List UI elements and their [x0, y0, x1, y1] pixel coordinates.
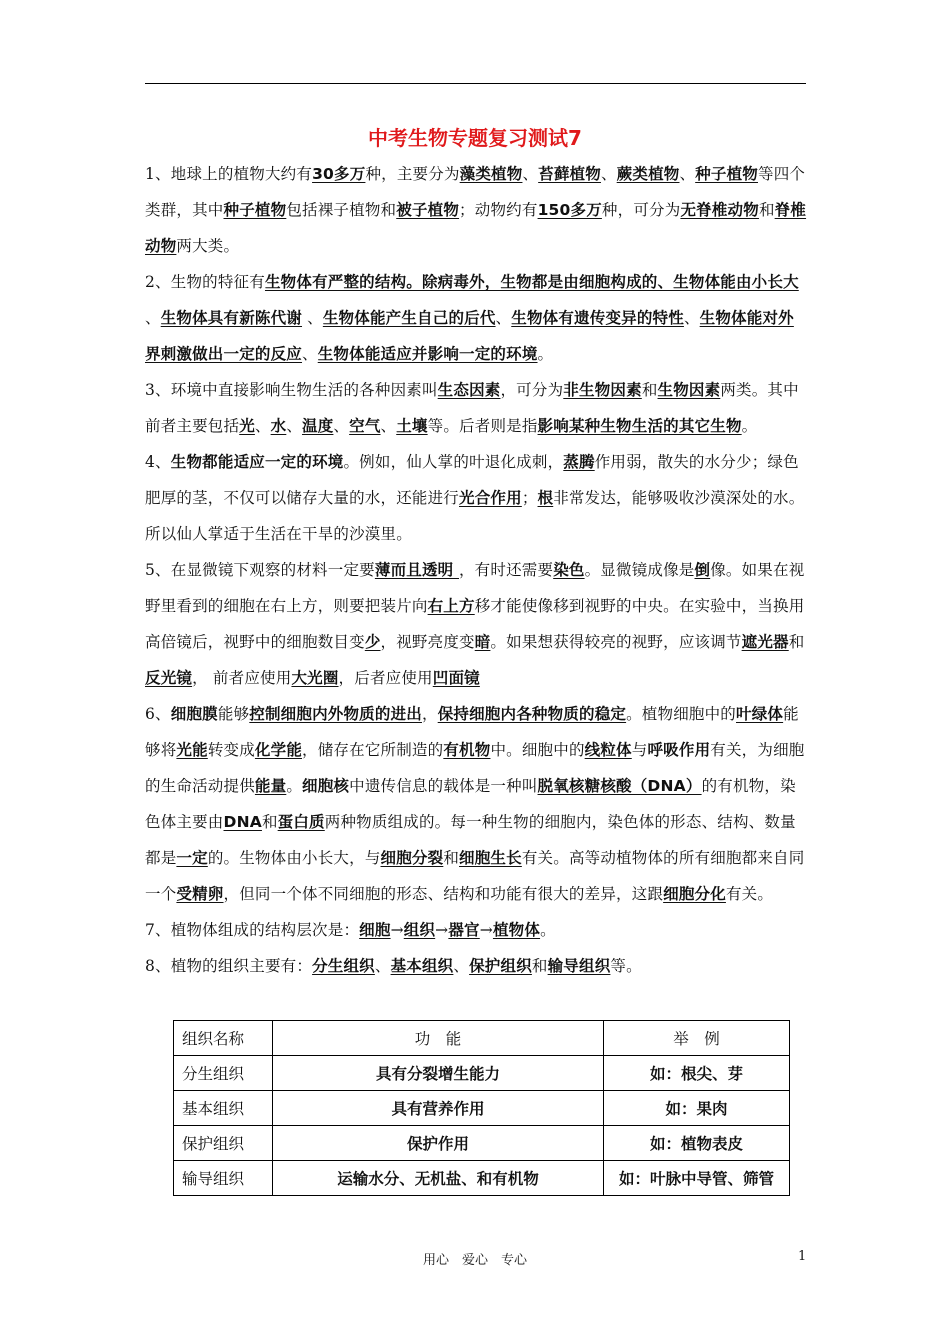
question-text: 、: [302, 345, 318, 363]
question-text: 2、生物的特征有: [145, 273, 265, 291]
question-text: 等。: [610, 957, 642, 975]
answer-keyword: 脱氧核糖核酸（DNA）: [537, 777, 702, 795]
question-7: [145, 912, 809, 948]
answer-keyword: 被子植物: [396, 201, 460, 219]
tissue-name-cell: 输导组织: [174, 1161, 273, 1196]
question-text: 、: [522, 165, 539, 183]
answer-keyword: 蕨类植物: [616, 165, 680, 183]
answer-keyword: 生物体具有新陈代谢: [160, 309, 303, 327]
bold-term: 呼吸作用: [647, 741, 711, 759]
question-text: 有关，为细胞的生命活动提供: [145, 741, 805, 795]
question-text: 、: [254, 417, 271, 435]
question-text: 像。如果在视野里看到的细胞在右上方，则要把装片向: [145, 561, 805, 615]
question-text: ，: [421, 705, 438, 723]
question-text: 。: [286, 777, 303, 795]
answer-keyword: 无脊椎动物: [680, 201, 759, 219]
question-text: 、: [333, 417, 350, 435]
question-text: 、: [380, 417, 397, 435]
answer-keyword: 右上方: [427, 597, 475, 615]
question-1: [145, 156, 809, 264]
answer-keyword: 染色: [553, 561, 585, 579]
question-text: →: [390, 921, 404, 939]
question-2: [145, 264, 809, 372]
answer-keyword: 30多万: [312, 165, 366, 183]
question-text: 和: [758, 201, 775, 219]
answer-keyword: 暗: [474, 633, 491, 651]
question-text: ，储存在它所制造的: [302, 741, 444, 759]
question-text: 等。后者则是指: [427, 417, 538, 435]
table-row: [174, 1091, 790, 1126]
answer-keyword: 少: [364, 633, 381, 651]
answer-keyword: 光: [239, 417, 255, 435]
answer-keyword: 土壤: [396, 417, 428, 435]
table-header-cell: 功 能: [273, 1021, 604, 1056]
answer-keyword: 生物体有遗传变异的特性: [511, 309, 684, 327]
question-text: 和: [261, 813, 278, 831]
answer-keyword: 反光镜: [145, 669, 193, 687]
tissue-example-cell: 如：果肉: [604, 1091, 790, 1126]
answer-keyword: 控制细胞内外物质的进出: [249, 705, 422, 723]
answer-keyword: 保持细胞内各种物质的稳定: [437, 705, 627, 723]
question-text: 包括裸子植物和: [286, 201, 397, 219]
answer-keyword: 非生物因素: [563, 381, 642, 399]
question-text: ；动物约有: [459, 201, 538, 219]
question-text: 。如果想获得较亮的视野，应该调节: [490, 633, 742, 651]
answer-keyword: 生物体能适应并影响一定的环境: [317, 345, 538, 363]
answer-keyword: 蛋白质: [277, 813, 325, 831]
question-text: 6、: [145, 705, 171, 723]
question-text: 能够: [217, 705, 250, 723]
answer-keyword: 光合作用: [459, 489, 522, 507]
question-text: ，后者应使用: [338, 669, 433, 687]
footer-motto: 用心 爱心 专心: [422, 1253, 527, 1268]
tissue-function-cell: 保护作用: [273, 1126, 604, 1161]
answer-keyword: 植物体: [492, 921, 541, 939]
question-text: 、: [600, 165, 617, 183]
answer-keyword: 水: [270, 417, 287, 435]
document-body: [145, 156, 809, 984]
answer-keyword: 倒: [694, 561, 711, 579]
answer-keyword: 保护组织: [469, 957, 532, 975]
question-text: →: [435, 921, 449, 939]
question-text: 5、在显微镜下观察的材料一定要: [145, 561, 375, 579]
question-text: 3、环境中直接影响生物生活的各种因素叫: [145, 381, 438, 399]
question-text: 种，主要分为: [365, 165, 460, 183]
question-text: 与: [631, 741, 648, 759]
question-text: 种，可分为: [601, 201, 681, 219]
question-text: 中遗传信息的载体是一种叫: [349, 777, 538, 795]
question-text: 中。细胞中的: [490, 741, 585, 759]
question-text: 、: [679, 165, 696, 183]
answer-keyword: 器官: [448, 921, 480, 939]
question-text: 两类。其中前者主要包括: [145, 381, 799, 435]
question-text: 。植物细胞中的: [626, 705, 736, 723]
answer-keyword: 叶绿体: [736, 705, 784, 723]
answer-keyword: 一定: [176, 849, 208, 867]
answer-keyword: 组织: [403, 921, 436, 939]
question-4: [145, 444, 809, 552]
answer-keyword: 藻类植物: [459, 165, 523, 183]
question-text: 。: [741, 417, 758, 435]
page-title: 中考生物专题复习测试7: [368, 126, 582, 150]
page-number: 1: [798, 1249, 807, 1264]
bold-term: 细胞膜: [170, 705, 218, 723]
answer-keyword: 薄而且透明: [374, 561, 459, 579]
answer-keyword: 大光圈: [291, 669, 339, 687]
answer-keyword: 细胞生长: [459, 849, 522, 867]
question-text: 、: [453, 957, 470, 975]
answer-keyword: 生物体能产生自己的后代: [322, 309, 496, 327]
answer-keyword: 线粒体: [584, 741, 632, 759]
answer-keyword: 生态因素: [437, 381, 501, 399]
answer-keyword: 生物体有严整的结构。除病毒外，生物都是由细胞构成的、生物体能由小长大: [264, 273, 799, 291]
table-header-cell: 举 例: [604, 1021, 790, 1056]
question-text: 、: [374, 957, 391, 975]
question-text: 8、植物的组织主要有：: [145, 957, 313, 975]
tissue-table: [173, 1020, 790, 1196]
tissue-name-cell: 基本组织: [174, 1091, 273, 1126]
question-6: [145, 696, 809, 912]
answer-keyword: 化学能: [254, 741, 303, 759]
question-text: ，但同一个体不同细胞的形态、结构和功能有很大的差异，这跟: [223, 885, 664, 903]
answer-keyword: 输导组织: [547, 957, 611, 975]
answer-keyword: 凹面镜: [432, 669, 480, 687]
question-text: 4、: [145, 453, 171, 471]
answer-keyword: 脊椎动物: [145, 201, 807, 255]
answer-keyword: 种子植物: [695, 165, 758, 183]
question-text: 转变成: [207, 741, 255, 759]
question-text: 和: [788, 633, 805, 651]
tissue-example-cell: 如：根尖、芽: [604, 1056, 790, 1091]
tissue-name-cell: 分生组织: [174, 1056, 273, 1091]
question-8: [145, 948, 809, 984]
question-text: 、: [286, 417, 303, 435]
question-text: ；: [521, 489, 538, 507]
question-text: 和: [641, 381, 658, 399]
answer-keyword: 能量: [254, 777, 287, 795]
answer-keyword: 受精卵: [176, 885, 224, 903]
tissue-function-cell: 运输水分、无机盐、和有机物: [273, 1161, 604, 1196]
answer-keyword: 空气: [349, 417, 381, 435]
question-text: 和: [531, 957, 548, 975]
question-text: 两种物质组成的。每一种生物的细胞内，染色体的形态、结构、数量都是: [145, 813, 796, 867]
answer-keyword: 细胞分裂: [380, 849, 444, 867]
answer-keyword: 根: [537, 489, 554, 507]
answer-keyword: 光能: [176, 741, 208, 759]
tissue-example-cell: 如：植物表皮: [604, 1126, 790, 1161]
question-text: 。显微镜成像是: [584, 561, 695, 579]
table-row: [174, 1056, 790, 1091]
table-header-cell: 组织名称: [174, 1021, 273, 1056]
answer-keyword: 苔藓植物: [538, 165, 601, 183]
question-text: 。: [537, 345, 554, 363]
question-text: 、: [683, 309, 700, 327]
answer-keyword: 遮光器: [741, 633, 789, 651]
question-text: 和: [443, 849, 460, 867]
question-text: →: [479, 921, 493, 939]
question-text: 非常发达，能够吸收沙漠深处的水。所以仙人掌适于生活在干旱的沙漠里。: [145, 489, 805, 543]
answer-keyword: 细胞分化: [663, 885, 726, 903]
question-text: ， 前者应使用: [192, 669, 292, 687]
question-text: ，视野亮度变: [380, 633, 475, 651]
answer-keyword: 生物因素: [657, 381, 721, 399]
answer-keyword: 种子植物: [223, 201, 287, 219]
question-text: 的。生物体由小长大，与: [207, 849, 381, 867]
question-5: [145, 552, 809, 696]
header-rule: [145, 83, 806, 84]
question-text: 有关。: [725, 885, 774, 903]
question-text: 的有机物，染色体主要由: [145, 777, 796, 831]
question-text: 1、地球上的植物大约有: [145, 165, 313, 183]
question-text: 移才能使像移到视野的中央。在实验中，当换用高倍镜后，视野中的细胞数目变: [145, 597, 805, 651]
table-row: [174, 1126, 790, 1161]
answer-keyword: 150多万: [537, 201, 602, 219]
question-3: [145, 372, 809, 444]
answer-keyword: 有机物: [443, 741, 491, 759]
answer-keyword: 分生组织: [312, 957, 375, 975]
answer-keyword: 生物体能对外界刺激做出一定的反应: [145, 309, 794, 363]
tissue-name-cell: 保护组织: [174, 1126, 273, 1161]
question-text: 、: [145, 309, 161, 327]
question-text: 有关。高等动植物体的所有细胞都来自同一个: [145, 849, 805, 903]
question-text: 、: [302, 309, 323, 327]
question-text: 作用弱，散失的水分少；绿色肥厚的茎，不仅可以储存大量的水，还能进行: [145, 453, 799, 507]
question-text: 。: [540, 921, 556, 939]
tissue-example-cell: 如：叶脉中导管、筛管: [604, 1161, 790, 1196]
answer-keyword: 蒸腾: [563, 453, 595, 471]
question-text: 等四个类群，其中: [145, 165, 806, 219]
answer-keyword: 基本组织: [390, 957, 454, 975]
tissue-function-cell: 具有分裂增生能力: [273, 1056, 604, 1091]
question-text: 、: [495, 309, 512, 327]
answer-keyword: 影响某种生物生活的其它生物: [537, 417, 742, 435]
answer-keyword: 温度: [302, 417, 334, 435]
bold-term: 细胞核: [302, 777, 350, 795]
table-row: [174, 1161, 790, 1196]
question-text: ，有时还需要: [458, 561, 554, 579]
question-text: 7、植物体组成的结构层次是：: [145, 921, 360, 939]
answer-keyword: DNA: [223, 813, 262, 831]
tissue-function-cell: 具有营养作用: [273, 1091, 604, 1126]
question-text: 。例如，仙人掌的叶退化成刺，: [343, 453, 564, 471]
bold-term: 生物都能适应一定的环境: [170, 453, 344, 471]
question-text: ，可分为: [500, 381, 564, 399]
answer-keyword: 细胞: [359, 921, 391, 939]
table-header-row: [174, 1021, 790, 1056]
question-text: 能够将: [145, 705, 799, 759]
question-text: 两大类。: [176, 237, 240, 255]
